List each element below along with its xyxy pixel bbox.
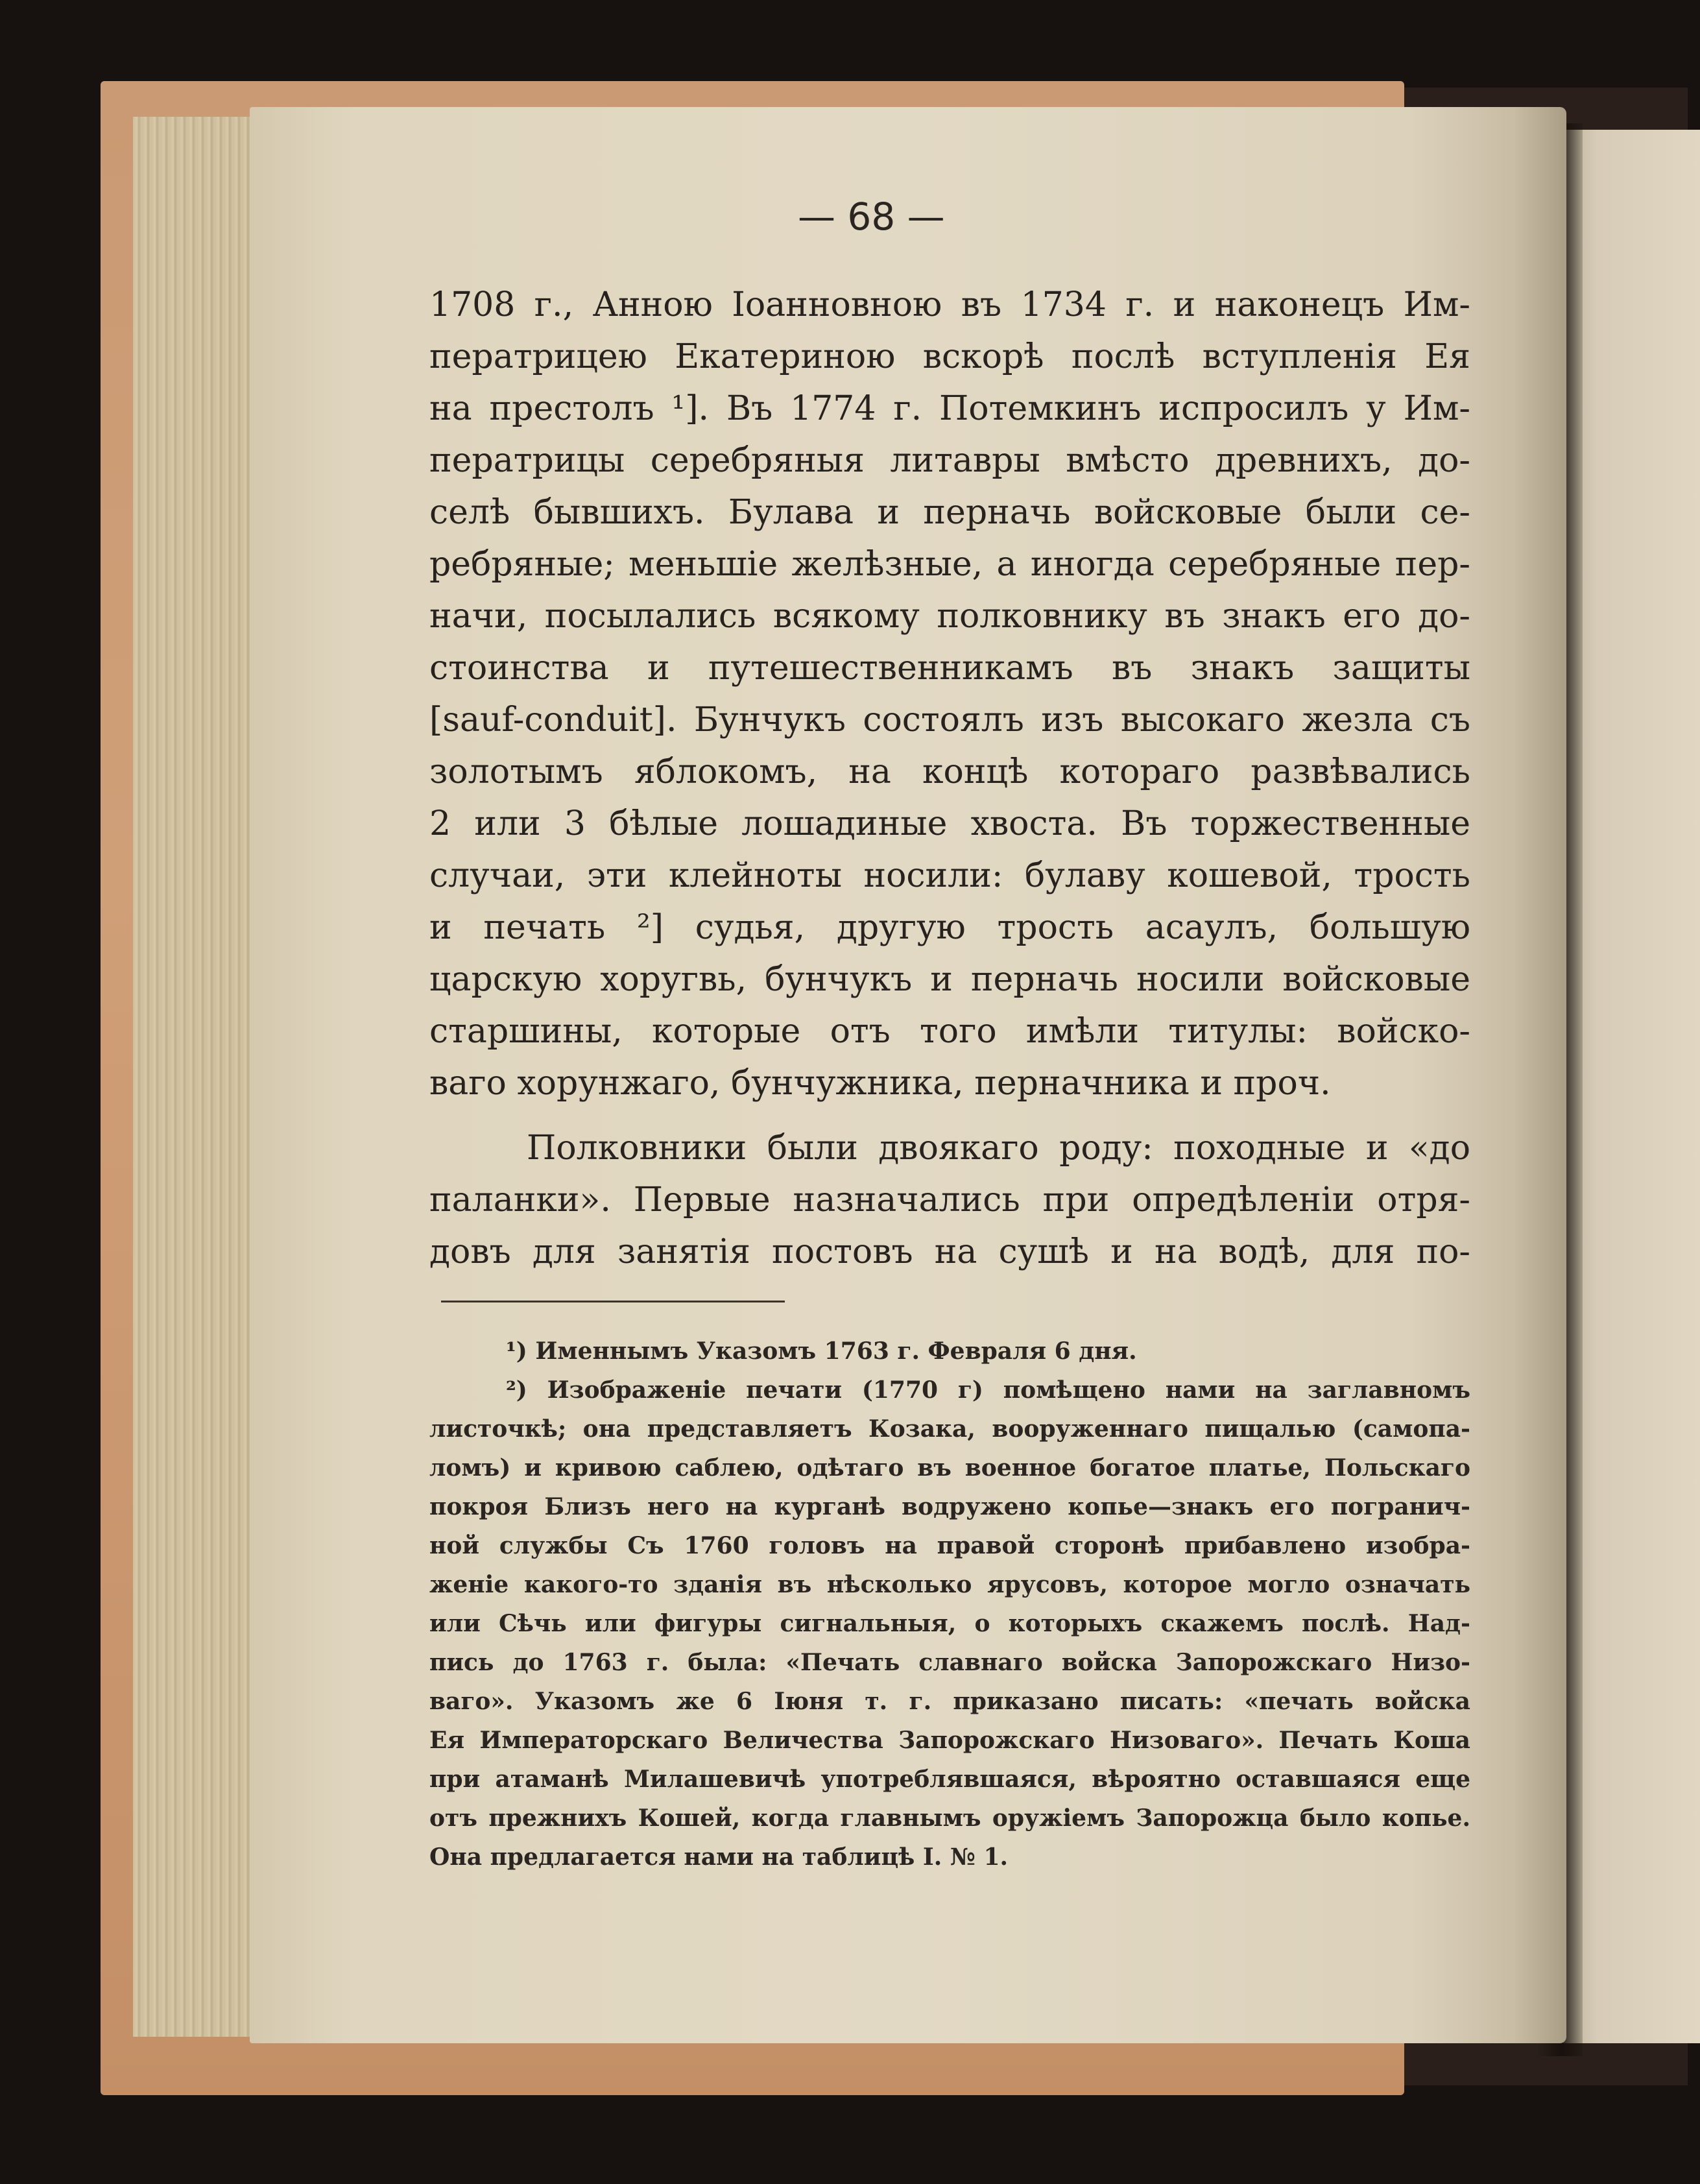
footnote-line: Ея Императорскаго Величества Запорожскаго Низоваго». Печать Коша <box>429 1727 1470 1754</box>
footnote-line: ¹) Именнымъ Указомъ 1763 г. Февраля 6 дня. <box>506 1338 1137 1365</box>
footnote-line: женіе какого-то зданія въ нѣсколько ярусовъ, которое могло означать <box>429 1571 1470 1598</box>
footnote-line: ной службы Съ 1760 головъ на правой сторонѣ прибавлено изобра- <box>429 1532 1470 1559</box>
footnote-line: ломъ) и кривою саблею, одѣтаго въ военное богатое платье, Польскаго <box>429 1454 1470 1482</box>
footnote-line: отъ прежнихъ Кошей, когда главнымъ оружіемъ Запорожца было копье. <box>429 1805 1470 1832</box>
text-line: 1708 г., Анною Іоанновною въ 1734 г. и наконецъ Им- <box>429 285 1470 324</box>
page-number: — 68 — <box>798 195 945 239</box>
text-line: начи, посылались всякому полковнику въ знакъ его до- <box>429 597 1470 636</box>
text-line: ператрицею Екатериною вскорѣ послѣ вступленія Ея <box>429 337 1470 376</box>
text-line: [sauf-conduit]. Бунчукъ состоялъ изъ высокаго жезла съ <box>429 701 1470 739</box>
footnote-line: ваго». Указомъ же 6 Іюня т. г. приказано писать: «печать войска <box>429 1688 1470 1715</box>
page-edges <box>133 117 263 2037</box>
footnote-line: покроя Близъ него на курганѣ водружено копье—знакъ его погранич- <box>429 1493 1470 1520</box>
text-line: старшины, которые отъ того имѣли титулы: войско- <box>429 1012 1470 1051</box>
text-line: ператрицы серебряныя литавры вмѣсто древнихъ, до- <box>429 441 1470 480</box>
text-line: и печать ²] судья, другую трость асаулъ, большую <box>429 908 1470 947</box>
text-line: 2 или 3 бѣлые лошадиные хвоста. Въ торжественные <box>429 804 1470 843</box>
text-line: ваго хорунжаго, бунчужника, перначника и проч. <box>429 1064 1331 1103</box>
text-line: селѣ бывшихъ. Булава и перначь войсковые были се- <box>429 493 1470 532</box>
footnote-line: или Сѣчь или фигуры сигнальныя, о которыхъ скажемъ послѣ. Над- <box>429 1610 1470 1637</box>
next-page-edge <box>1563 130 1700 2043</box>
footnote-line: пись до 1763 г. была: «Печать славнаго войска Запорожскаго Низо- <box>429 1649 1470 1676</box>
text-line: стоинства и путешественникамъ въ знакъ защиты <box>429 649 1470 688</box>
text-line: царскую хоругвь, бунчукъ и перначь носили войсковые <box>429 960 1470 999</box>
text-line: паланки». Первые назначались при опредѣленіи отря- <box>429 1181 1470 1219</box>
footnote-line: ²) Изображеніе печати (1770 г) помѣщено нами на заглавномъ <box>506 1376 1470 1404</box>
text-line: довъ для занятія постовъ на сушѣ и на водѣ, для по- <box>429 1232 1470 1271</box>
text-line: ребряные; меньшіе желѣзные, а иногда серебряные пер- <box>429 545 1470 584</box>
text-line: золотымъ яблокомъ, на концѣ котораго развѣвались <box>429 752 1470 791</box>
text-line: на престолъ ¹]. Въ 1774 г. Потемкинъ испросилъ у Им- <box>429 389 1470 428</box>
footnote-line: при атаманѣ Милашевичѣ употреблявшаяся, вѣроятно оставшаяся еще <box>429 1766 1470 1793</box>
footnote-line: листочкѣ; она представляетъ Козака, вооруженнаго пищалью (самопа- <box>429 1415 1470 1443</box>
footnote-line: Она предлагается нами на таблицѣ I. № 1. <box>429 1843 1009 1871</box>
footnote-divider <box>441 1301 785 1302</box>
text-line: случаи, эти клейноты носили: булаву кошевой, трость <box>429 856 1470 895</box>
text-line: Полковники были двоякаго роду: походные и «до <box>527 1129 1470 1168</box>
